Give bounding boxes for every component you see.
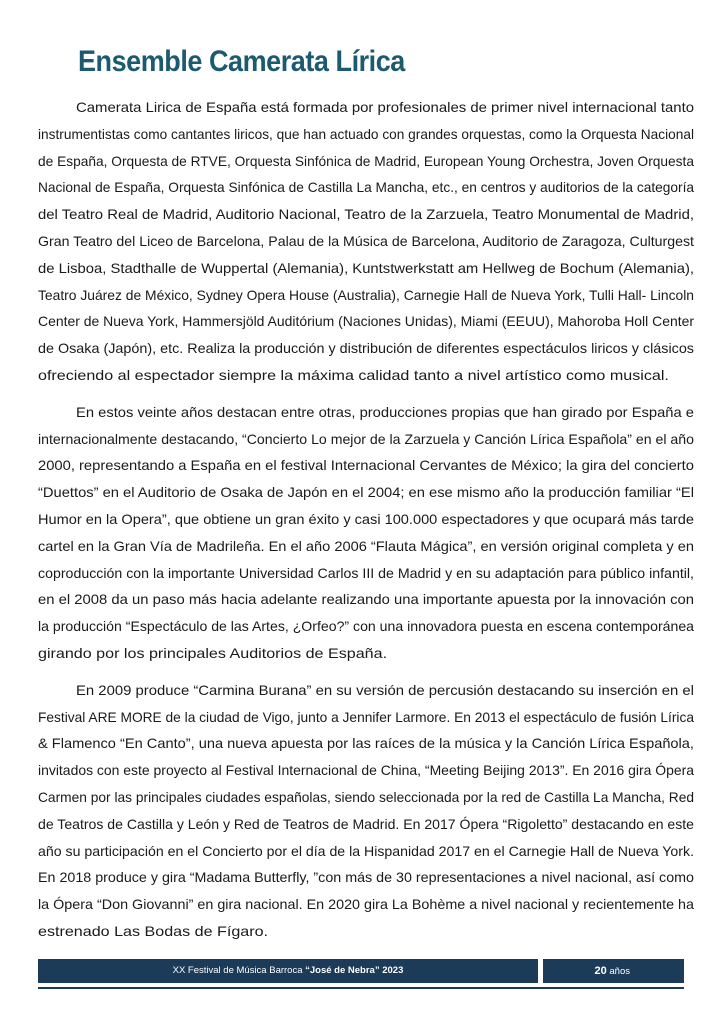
text-line-content: Nacional de España, Orquesta Sinfónica de Castilla La Mancha, etc., en centros y auditorios de la categoría	[38, 179, 694, 196]
footer-festival-bar	[38, 959, 538, 983]
text-line-content: del Teatro Real de Madrid, Auditorio Nacional, Teatro de la Zarzuela, Teatro Monumental de Madrid,	[38, 206, 694, 223]
page-number: 20	[594, 965, 607, 977]
text-line-content: año su participación en el Concierto por el día de la Hispanidad 2017 en el Carnegie Hall de Nueva York.	[38, 842, 694, 859]
text-line-content: invitados con este proyecto al Festival Internacional de China, “Meeting Beijing 2013”. En 2016 gira Ópera	[38, 762, 694, 779]
text-line-content: Gran Teatro del Liceo de Barcelona, Palau de la Música de Barcelona, Auditorio de Zaragoza, Culturgest	[38, 232, 694, 249]
text-line-content: En 2009 produce “Carmina Burana” en su versión de percusión destacando su inserción en el	[76, 681, 694, 698]
text-line	[38, 730, 694, 757]
text-line	[38, 918, 694, 945]
text-line-content: En estos veinte años destacan entre otras, producciones propias que han girado por España e	[76, 403, 694, 420]
footer-festival-prefix: XX Festival de Música Barroca	[172, 965, 303, 976]
text-line-content: Camerata Lirica de España está formada por profesionales de primer nivel internacional tanto	[76, 99, 694, 115]
text-line-content: & Flamenco “En Canto”, una nueva apuesta por las raíces de la música y la Canción Lírica Española,	[38, 735, 694, 752]
page-title: Ensemble Camerata Lírica	[78, 45, 405, 78]
paragraph	[38, 94, 694, 389]
text-line	[38, 255, 694, 282]
text-line	[38, 426, 694, 453]
text-line	[38, 479, 694, 506]
text-line	[38, 94, 694, 121]
text-line	[38, 613, 694, 640]
footer-page-bar	[543, 959, 684, 983]
text-line	[38, 838, 694, 865]
text-line	[38, 452, 694, 479]
text-line-content: la Ópera “Don Giovanni” en gira nacional. En 2020 gira La Bohème a nivel nacional y recientemente ha	[38, 896, 694, 913]
text-line	[38, 335, 694, 362]
text-line-content: la producción “Espectáculo de las Artes, ¿Orfeo?” con una innovadora puesta en escena contemporánea	[38, 618, 694, 635]
text-line	[38, 811, 694, 838]
text-line-content: Festival ARE MORE de la ciudad de Vigo, junto a Jennifer Larmore. En 2013 el espectáculo de fusión Lírica	[38, 708, 694, 725]
text-line	[38, 506, 694, 533]
page-number-suffix: años	[609, 966, 630, 977]
text-line-content: girando por los principales Auditorios de España.	[38, 644, 388, 661]
text-line-content: Carmen por las principales ciudades españolas, siendo seleccionada por la red de Castilla La Mancha, Red	[38, 788, 694, 805]
text-line-content: instrumentistas como cantantes liricos, que han actuado con grandes orquestas, como la Orquesta Nacional	[38, 125, 694, 142]
page-footer	[38, 959, 684, 983]
paragraph	[38, 677, 694, 945]
text-line-content: Center de Nueva York, Hammersjöld Auditórium (Naciones Unidas), Miami (EEUU), Mahoroba Holl Center	[38, 313, 694, 330]
text-line	[38, 704, 694, 731]
text-line	[38, 174, 694, 201]
text-line-content: coproducción con la importante Universidad Carlos III de Madrid y en su adaptación para público infantil,	[38, 564, 694, 581]
text-line	[38, 308, 694, 335]
text-line-content: ofreciendo al espectador siempre la máxima calidad tanto a nivel artístico como musical.	[38, 366, 669, 383]
text-line	[38, 121, 694, 148]
text-line-content: en el 2008 da un paso más hacia adelante realizando una importante apuesta por la innovación con	[38, 591, 694, 608]
footer-divider	[38, 987, 684, 989]
article-body	[38, 94, 694, 955]
text-line	[38, 864, 694, 891]
text-line-content: de Lisboa, Stadthalle de Wuppertal (Alemania), Kuntstwerkstatt am Hellweg de Bochum (Alemania),	[38, 259, 694, 276]
text-line-content: cartel en la Gran Vía de Madrileña. En el año 2006 “Flauta Mágica”, en versión original completa y en	[38, 537, 694, 554]
text-line	[38, 784, 694, 811]
text-line-content: de España, Orquesta de RTVE, Orquesta Sinfónica de Madrid, European Young Orchestra, Joven Orquesta	[38, 152, 694, 169]
text-line-content: estrenado Las Bodas de Fígaro.	[38, 922, 269, 939]
text-line-content: Humor en la Opera”, que obtiene un gran éxito y casi 100.000 espectadores y que ocupará más tarde	[38, 510, 694, 527]
text-line	[38, 148, 694, 175]
text-line	[38, 757, 694, 784]
text-line	[38, 560, 694, 587]
text-line-content: de Osaka (Japón), etc. Realiza la producción y distribución de diferentes espectáculos liricos y clásicos	[38, 340, 694, 357]
text-line-content: Teatro Juárez de México, Sydney Opera House (Australia), Carnegie Hall de Nueva York, Tulli Hall- Lincoln	[38, 286, 694, 303]
text-line	[38, 228, 694, 255]
text-line	[38, 891, 694, 918]
text-line-content: En 2018 produce y gira “Madama Butterfly, ”con más de 30 representaciones a nivel nacional, así como	[38, 869, 694, 886]
text-line-content: internacionalmente destacando, “Concierto Lo mejor de la Zarzuela y Canción Lírica Española” en el año	[38, 430, 694, 447]
text-line	[38, 399, 694, 426]
text-line-content: “Duettos” en el Auditorio de Osaka de Japón en el 2004; en ese mismo año la producción familiar “El	[38, 484, 694, 501]
text-line	[38, 282, 694, 309]
text-line	[38, 362, 694, 389]
text-line	[38, 640, 694, 667]
paragraph	[38, 399, 694, 667]
text-line	[38, 586, 694, 613]
text-line	[38, 533, 694, 560]
text-line-content: 2000, representando a España en el festival Internacional Cervantes de México; la gira del concierto	[38, 457, 694, 474]
text-line-content: de Teatros de Castilla y León y Red de Teatros de Madrid. En 2017 Ópera “Rigoletto” destacando en este	[38, 815, 694, 832]
text-line	[38, 677, 694, 704]
text-line	[38, 201, 694, 228]
footer-festival-name: “José de Nebra” 2023	[305, 965, 404, 976]
